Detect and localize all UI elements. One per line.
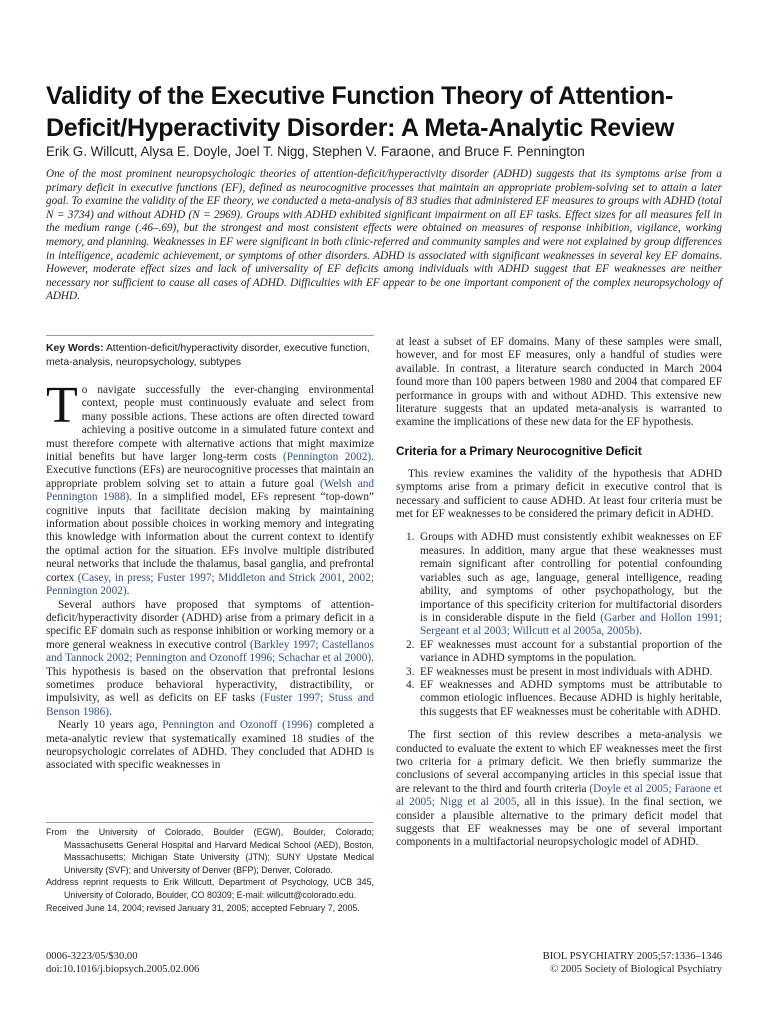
item-number: 4. (406, 678, 415, 691)
text-run: completed a meta-analytic review that systematically examined 18 studies of the neuropsychologic correlates of ADHD. They concluded that ADHD is associated with specific weaknesses in (46, 719, 374, 772)
citation-link[interactable]: (Doyle et al 2005; Faraone et al 2005; Nigg et al 2005 (396, 782, 722, 809)
text-run: . (126, 585, 130, 598)
left-column (46, 377, 375, 773)
journal-citation: BIOL PSYCHIATRY 2005;57:1336–1346 (542, 951, 722, 962)
issn: 0006-3223/05/$30.00 (46, 951, 138, 962)
criteria-item (396, 679, 722, 719)
text-run: Nearly 10 years ago, (58, 719, 163, 732)
affiliation-note: From the University of Colorado, Boulder (EGW), Boulder, Colorado; Massachusetts General Hospital and Harvard Medical School (AED), Boston, Massachusetts; Michigan State University (JTN); SUNY Upstate Medical University (SVF); and University of Denver (BFP); Denver, Colorado. (46, 827, 374, 875)
citation-link[interactable]: (Barkley 1997; Castellanos and Tannock 2002; Pennington and Ozonoff 1996; Schachar et al 2000) (46, 638, 374, 665)
journal-info (480, 950, 722, 976)
copyright: © 2005 Society of Biological Psychiatry (550, 964, 722, 975)
keywords (46, 342, 374, 369)
section-heading: Criteria for a Primary Neurocognitive Deficit (396, 443, 642, 458)
keywords-divider (46, 335, 374, 336)
author-list: Erik G. Willcutt, Alysa E. Doyle, Joel T. Nigg, Stephen V. Faraone, and Bruce F. Pennington (46, 144, 585, 159)
abstract: One of the most prominent neuropsychologic theories of attention-deficit/hyperactivity disorder (ADHD) suggests that its symptoms arise from a primary deficit in executive functions (EF), defined as neurocognitive processes that maintain an appropriate problem-solving set to attain a later goal. To examine the validity of the EF theory, we conducted a meta-analysis of 83 studies that administered EF measures to groups with ADHD (total N = 3734) and without ADHD (N = 2969). Groups with ADHD exhibited significant impairment on all EF tasks. Effect sizes for all measures fell in the medium range (.46–.69), but the strongest and most consistent effects were obtained on measures of response inhibition, vigilance, working memory, and planning. Weaknesses in EF were significant in both clinic-referred and community samples and were not explained by group differences in intelligence, academic achievement, or symptoms of other disorders. ADHD is associated with significant weaknesses in several key EF domains. However, moderate effect sizes and lack of universality of EF deficits among individuals with ADHD suggest that EF weaknesses are neither necessary nor sufficient to cause all cases of ADHD. Difficulties with EF appear to be one important component of the complex neuropsychology of ADHD. (46, 168, 722, 303)
article-title: Validity of the Executive Function Theory of Attention-Deficit/Hyperactivity Disorder: A Meta-Analytic Review (46, 82, 674, 142)
item-number: 3. (406, 665, 415, 678)
citation-link[interactable]: (Casey, in press; Fuster 1997; Middleton and Strick 2001, 2002; Pennington 2002) (46, 571, 374, 598)
citation-link[interactable]: (Welsh and Pennington 1988) (46, 477, 375, 504)
footnote-divider (46, 822, 374, 823)
right-column (396, 336, 722, 850)
item-number: 2. (406, 638, 415, 651)
overview-paragraph (396, 729, 722, 850)
criteria-intro-paragraph: This review examines the validity of the hypothesis that ADHD symptoms arise from a primary deficit in executive control that is necessary and sufficient to cause ADHD. At least four criteria must be met for EF weaknesses to be considered the primary deficit in ADHD. (396, 467, 722, 521)
text-run: . (639, 625, 642, 638)
article-identifiers (46, 950, 374, 976)
intro-paragraph-3 (46, 719, 374, 773)
doi: doi:10.1016/j.biopsych.2005.02.006 (46, 964, 200, 975)
citation-link[interactable]: Pennington and Ozonoff (1996) (162, 719, 313, 732)
text-run: . (109, 705, 112, 718)
reprint-note: Address reprint requests to Erik Willcutt, Department of Psychology, UCB 345, University of Colorado, Boulder, CO 80309; E-mail: willcutt@colorado.edu. (46, 877, 374, 900)
text-run: . Executive functions (EFs) are neurocognitive processes that maintain an appropriate problem solving set to attain a future goal (46, 451, 374, 490)
text-run: , all in this issue). In the final section, we consider a plausible alternative to the primary deficit model that suggests that EF weaknesses may be one of several important components in a multifactorial neuropsychologic model of ADHD. (396, 796, 723, 849)
footnotes (46, 826, 374, 914)
criteria-item (396, 666, 722, 679)
intro-paragraph-1 (46, 377, 375, 599)
keywords-label: Key Words: (46, 343, 104, 354)
citation-link[interactable]: (Fuster 1997; Stuss and Benson 1986) (46, 692, 375, 718)
text-run: o navigate successfully the ever-changing environmental context, people must continuously evaluate and select from many possible actions. These actions are often directed toward achieving a positive outcome in a simulated future context and must therefore compete with alternative actions that might maximize initial benefits but have larger long-term costs (46, 384, 374, 464)
text-run: Groups with ADHD must consistently exhibit weaknesses on EF measures. In addition, many argue that these weaknesses must remain significant after controlling for potential confounding variables such as age, language, general intelligence, reading ability, and symptoms of other psychopathology, but the importance of this specificity criterion for multifactorial disorders is in considerable dispute in the field (420, 531, 722, 624)
text-run: EF weaknesses must account for a substantial proportion of the variance in ADHD symptoms in the population. (420, 638, 722, 665)
intro-paragraph-2 (46, 599, 374, 720)
item-number: 1. (406, 531, 415, 544)
keywords-text: Attention-deficit/hyperactivity disorder, executive function, meta-analysis, neuropsychology, subtypes (46, 343, 370, 368)
received-note: Received June 14, 2004; revised January 31, 2005; accepted February 7, 2005. (46, 902, 360, 913)
criteria-list (396, 531, 722, 719)
criteria-item (396, 639, 722, 666)
criteria-item (396, 531, 722, 638)
citation-link[interactable]: (Pennington 2002) (283, 451, 372, 464)
text-run: . In a simplified model, EFs represent “top-down” cognitive inputs that facilitate decision making by maintaining information about possible choices in working memory and integrating this knowledge with information about the current context to identify the optimal action for the situation. EFs involve multiple distributed neural networks that include the thalamus, basal ganglia, and prefrontal cortex (46, 491, 374, 584)
text-run: EF weaknesses and ADHD symptoms must be attributable to common etiologic influences. Because ADHD is highly heritable, this suggests that EF weaknesses must be coheritable with ADHD. (420, 678, 722, 718)
text-run: Several authors have proposed that symptoms of attention-deficit/hyperactivity disorder (ADHD) arise from a primary deficit in a specific EF domain such as response inhibition or working memory or a more general weakness in executive control (46, 598, 374, 651)
citation-link[interactable]: (Garber and Hollon 1991; Sergeant et al 2003; Willcutt et al 2005a, 2005b) (420, 611, 722, 638)
drop-cap: T (46, 377, 78, 434)
text-run: . This hypothesis is based on the observation that prefrontal lesions sometimes produce behavioral hyperactivity, distractibility, or impulsivity, as well as deficits on EF tasks (46, 652, 374, 705)
text-run: EF weaknesses must be present in most individuals with ADHD. (420, 665, 713, 678)
continued-paragraph: at least a subset of EF domains. Many of these samples were small, however, and for most EF measures, only a handful of studies were available. In contrast, a literature search conducted in March 2004 found more than 100 papers between 1980 and 2004 that compared EF performance in groups with and without ADHD. This extensive new literature suggests that an updated meta-analysis is warranted to examine the implications of these new data for the EF hypothesis. (396, 336, 722, 429)
text-run: The first section of this review describes a meta-analysis we conducted to evaluate the extent to which EF weaknesses meet the first two criteria for a primary deficit. We then briefly summarize the conclusions of several accompanying articles in this special issue that are relevant to the third and fourth criteria (396, 729, 722, 795)
